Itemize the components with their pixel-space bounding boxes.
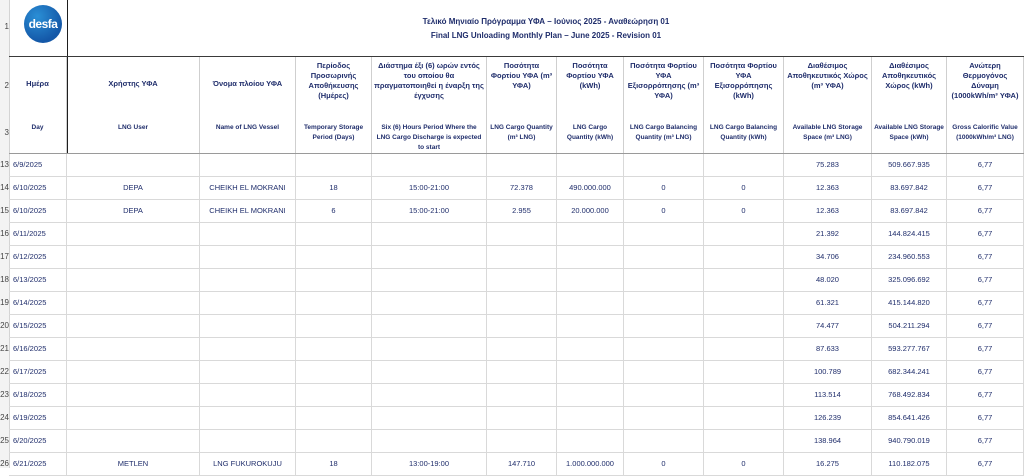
cell-vessel[interactable]: [200, 223, 296, 245]
cell-bal-kwh[interactable]: [704, 292, 784, 314]
table-row: [9, 200, 1024, 223]
column-header-greek: Διαθέσιμος Αποθηκευτικός Χώρος (kWh): [881, 61, 937, 90]
cell-bal-m3[interactable]: [624, 246, 704, 268]
column-header-bal-m3[interactable]: [624, 57, 704, 153]
cell-gcv[interactable]: 6,77: [947, 246, 1024, 268]
row-number[interactable]: 1: [4, 22, 9, 31]
cell-avail-kwh[interactable]: 509.667.935: [872, 154, 947, 176]
row-number[interactable]: 22: [0, 367, 9, 376]
cell-user[interactable]: [67, 407, 200, 429]
cell-storage-days[interactable]: [296, 384, 372, 406]
cell-vessel[interactable]: [200, 154, 296, 176]
column-header-greek: Διαθέσιμος Αποθηκευτικός Χώρος (m³ ΥΦΑ): [787, 61, 868, 90]
cell-vessel[interactable]: [200, 407, 296, 429]
column-header-avail-m3[interactable]: [784, 57, 872, 153]
cell-vessel[interactable]: [200, 338, 296, 360]
column-header-window[interactable]: [372, 57, 487, 153]
row-number[interactable]: 19: [0, 298, 9, 307]
cell-bal-m3[interactable]: [624, 384, 704, 406]
cell-avail-m3[interactable]: 12.363: [784, 200, 872, 222]
cell-user[interactable]: [67, 154, 200, 176]
column-header-greek: Όνομα πλοίου ΥΦΑ: [212, 79, 283, 88]
cell-avail-m3[interactable]: 48.020: [784, 269, 872, 291]
cell-day[interactable]: 6/20/2025: [9, 430, 67, 452]
cell-vessel[interactable]: [200, 430, 296, 452]
cell-bal-kwh[interactable]: [704, 315, 784, 337]
cell-avail-m3[interactable]: 126.239: [784, 407, 872, 429]
column-header-english: LNG Cargo Balancing Quantity (m³ LNG): [629, 124, 698, 141]
cell-day[interactable]: 6/16/2025: [9, 338, 67, 360]
row-number[interactable]: 23: [0, 390, 9, 399]
cell-bal-kwh[interactable]: [704, 430, 784, 452]
table-row: [9, 315, 1024, 338]
cell-vessel[interactable]: [200, 246, 296, 268]
cell-user[interactable]: [67, 430, 200, 452]
cell-avail-m3[interactable]: 138.964: [784, 430, 872, 452]
column-header-english: Available LNG Storage Space (kWh): [874, 124, 944, 141]
cell-gcv[interactable]: 6,77: [947, 200, 1024, 222]
cell-user[interactable]: [67, 269, 200, 291]
cell-qty-m3[interactable]: [487, 430, 557, 452]
table-row: [9, 384, 1024, 407]
cell-avail-kwh[interactable]: 144.824.415: [872, 223, 947, 245]
cell-day[interactable]: 6/14/2025: [9, 292, 67, 314]
row-number[interactable]: 26: [0, 459, 9, 468]
cell-avail-m3[interactable]: 75.283: [784, 154, 872, 176]
cell-bal-m3[interactable]: [624, 292, 704, 314]
cell-day[interactable]: 6/17/2025: [9, 361, 67, 383]
cell-gcv[interactable]: 6,77: [947, 177, 1024, 199]
cell-bal-m3[interactable]: [624, 315, 704, 337]
cell-avail-kwh[interactable]: 110.182.075: [872, 453, 947, 475]
table-row: [9, 269, 1024, 292]
cell-avail-m3[interactable]: 21.392: [784, 223, 872, 245]
cell-qty-kwh[interactable]: [557, 292, 624, 314]
cell-bal-kwh[interactable]: 0: [704, 453, 784, 475]
cell-qty-m3[interactable]: [487, 292, 557, 314]
cell-gcv[interactable]: 6,77: [947, 361, 1024, 383]
column-header-english: Six (6) Hours Period Where the LNG Cargo Discharge is expected to start: [376, 124, 482, 151]
cell-qty-kwh[interactable]: [557, 315, 624, 337]
cell-gcv[interactable]: 6,77: [947, 430, 1024, 452]
row-number[interactable]: 20: [0, 321, 9, 330]
table-row: [9, 223, 1024, 246]
cell-vessel[interactable]: CHEIKH EL MOKRANI: [200, 200, 296, 222]
cell-qty-kwh[interactable]: [557, 223, 624, 245]
table-row: [9, 154, 1024, 177]
cell-vessel[interactable]: [200, 315, 296, 337]
cell-window[interactable]: [372, 223, 487, 245]
column-header-day[interactable]: [9, 57, 67, 153]
row-number[interactable]: 15: [0, 206, 9, 215]
cell-day[interactable]: 6/11/2025: [9, 223, 67, 245]
cell-qty-m3[interactable]: [487, 315, 557, 337]
table-row: [9, 246, 1024, 269]
cell-window[interactable]: [372, 361, 487, 383]
cell-gcv[interactable]: 6,77: [947, 453, 1024, 475]
cell-user[interactable]: [67, 384, 200, 406]
row-number[interactable]: 13: [0, 160, 9, 169]
cell-user[interactable]: METLEN: [67, 453, 200, 475]
cell-qty-kwh[interactable]: [557, 269, 624, 291]
column-header-english: Name of LNG Vessel: [215, 124, 280, 131]
title-greek: Τελικό Μηνιαίο Πρόγραμμα ΥΦΑ – Ιούνιος 2025 - Αναθεώρηση 01: [422, 17, 670, 26]
column-header-english: Temporary Storage Period (Days): [303, 124, 364, 141]
cell-window[interactable]: [372, 315, 487, 337]
cell-day[interactable]: 6/12/2025: [9, 246, 67, 268]
cell-qty-kwh[interactable]: [557, 384, 624, 406]
cell-qty-m3[interactable]: [487, 246, 557, 268]
cell-day[interactable]: 6/9/2025: [9, 154, 67, 176]
cell-storage-days[interactable]: 6: [296, 200, 372, 222]
column-header-english: LNG Cargo Quantity (kWh): [566, 124, 614, 141]
column-header-english: LNG Cargo Quantity (m³ LNG): [490, 124, 553, 141]
cell-day[interactable]: 6/10/2025: [9, 177, 67, 199]
cell-vessel[interactable]: [200, 269, 296, 291]
desfa-logo: desfa: [24, 5, 62, 43]
cell-window[interactable]: 15:00-21:00: [372, 200, 487, 222]
cell-gcv[interactable]: 6,77: [947, 292, 1024, 314]
cell-user[interactable]: [67, 292, 200, 314]
cell-avail-m3[interactable]: 12.363: [784, 177, 872, 199]
cell-bal-kwh[interactable]: 0: [704, 200, 784, 222]
cell-storage-days[interactable]: [296, 338, 372, 360]
cell-qty-kwh[interactable]: [557, 246, 624, 268]
cell-qty-kwh[interactable]: 1.000.000.000: [557, 453, 624, 475]
row-number[interactable]: 21: [0, 344, 9, 353]
column-header-greek: Ποσότητα Φορτίου ΥΦΑ Εξισορρόπησης (kWh): [710, 61, 777, 100]
cell-qty-m3[interactable]: [487, 338, 557, 360]
cell-qty-kwh[interactable]: [557, 430, 624, 452]
cell-user[interactable]: [67, 315, 200, 337]
cell-qty-kwh[interactable]: [557, 407, 624, 429]
cell-bal-kwh[interactable]: [704, 338, 784, 360]
cell-day[interactable]: 6/15/2025: [9, 315, 67, 337]
cell-day[interactable]: 6/19/2025: [9, 407, 67, 429]
cell-avail-m3[interactable]: 74.477: [784, 315, 872, 337]
cell-qty-kwh[interactable]: 490.000.000: [557, 177, 624, 199]
column-header-greek: Ημέρα: [26, 79, 49, 88]
cell-qty-kwh[interactable]: [557, 338, 624, 360]
cell-avail-m3[interactable]: 61.321: [784, 292, 872, 314]
cell-bal-m3[interactable]: 0: [624, 200, 704, 222]
cell-gcv[interactable]: 6,77: [947, 315, 1024, 337]
column-header-greek: Χρήστης ΥΦΑ: [108, 79, 158, 88]
row-number[interactable]: 14: [0, 183, 9, 192]
cell-day[interactable]: 6/13/2025: [9, 269, 67, 291]
cell-qty-kwh[interactable]: [557, 154, 624, 176]
cell-storage-days[interactable]: [296, 430, 372, 452]
cell-bal-m3[interactable]: [624, 154, 704, 176]
cell-window[interactable]: [372, 384, 487, 406]
cell-storage-days[interactable]: [296, 246, 372, 268]
cell-bal-m3[interactable]: 0: [624, 177, 704, 199]
table-row: [9, 338, 1024, 361]
cell-vessel[interactable]: [200, 292, 296, 314]
column-header-greek: Ποσότητα Φορτίου ΥΦΑ (m³ ΥΦΑ): [490, 61, 553, 90]
cell-avail-kwh[interactable]: 682.344.241: [872, 361, 947, 383]
cell-bal-kwh[interactable]: [704, 361, 784, 383]
cell-avail-kwh[interactable]: 768.492.834: [872, 384, 947, 406]
column-header-greek: Διάστημα έξι (6) ωρών εντός του οποίου θα πραγματοποιηθεί η έναρξη της έγχυσης: [374, 61, 484, 100]
cell-qty-m3[interactable]: 72.378: [487, 177, 557, 199]
cell-avail-kwh[interactable]: 83.697.842: [872, 200, 947, 222]
cell-avail-kwh[interactable]: 234.960.553: [872, 246, 947, 268]
column-header-greek: Ποσότητα Φορτίου ΥΦΑ Εξισορρόπησης (m³ ΥΦΑ): [627, 61, 700, 100]
cell-qty-m3[interactable]: [487, 407, 557, 429]
cell-avail-m3[interactable]: 87.633: [784, 338, 872, 360]
table-row: [9, 361, 1024, 384]
cell-user[interactable]: DEPA: [67, 177, 200, 199]
cell-user[interactable]: DEPA: [67, 200, 200, 222]
cell-avail-kwh[interactable]: 325.096.692: [872, 269, 947, 291]
table-row: [9, 407, 1024, 430]
row-number[interactable]: 25: [0, 436, 9, 445]
row-number[interactable]: 17: [0, 252, 9, 261]
cell-window[interactable]: [372, 430, 487, 452]
table-row: [9, 453, 1024, 476]
column-header-bal-kwh[interactable]: [704, 57, 784, 153]
cell-bal-kwh[interactable]: [704, 154, 784, 176]
column-header-avail-kwh[interactable]: [872, 57, 947, 153]
column-header-english: Available LNG Storage Space (m³ LNG): [792, 124, 863, 141]
row-number[interactable]: 2: [4, 81, 9, 90]
cell-qty-m3[interactable]: [487, 361, 557, 383]
cell-qty-kwh[interactable]: 20.000.000: [557, 200, 624, 222]
table-row: [9, 430, 1024, 453]
cell-qty-m3[interactable]: [487, 384, 557, 406]
column-header-english: Gross Calorific Value (1000kWh/m³ LNG): [952, 124, 1018, 141]
row-number[interactable]: 18: [0, 275, 9, 284]
cell-avail-m3[interactable]: 100.789: [784, 361, 872, 383]
row-number[interactable]: 3: [4, 128, 9, 137]
cell-window[interactable]: [372, 407, 487, 429]
cell-window[interactable]: 13:00-19:00: [372, 453, 487, 475]
cell-user[interactable]: [67, 361, 200, 383]
column-header-qty-m3[interactable]: [487, 57, 557, 153]
cell-vessel[interactable]: LNG FUKUROKUJU: [200, 453, 296, 475]
cell-bal-kwh[interactable]: [704, 407, 784, 429]
cell-bal-m3[interactable]: [624, 223, 704, 245]
column-header-greek: Ποσότητα Φορτίου ΥΦΑ (kWh): [566, 61, 614, 90]
cell-gcv[interactable]: 6,77: [947, 223, 1024, 245]
cell-bal-m3[interactable]: [624, 269, 704, 291]
column-header-english: LNG User: [118, 124, 148, 131]
column-header-english: Day: [31, 124, 44, 131]
cell-bal-m3[interactable]: [624, 361, 704, 383]
cell-qty-kwh[interactable]: [557, 361, 624, 383]
column-header-english: LNG Cargo Balancing Quantity (kWh): [709, 124, 778, 141]
cell-gcv[interactable]: 6,77: [947, 407, 1024, 429]
cell-window[interactable]: [372, 292, 487, 314]
row-number[interactable]: 24: [0, 413, 9, 422]
cell-storage-days[interactable]: [296, 154, 372, 176]
cell-storage-days[interactable]: [296, 407, 372, 429]
column-header-greek: Ανώτερη Θερμογόνος Δύναμη (1000kWh/m³ ΥΦΑ): [951, 61, 1019, 100]
cell-vessel[interactable]: [200, 361, 296, 383]
cell-storage-days[interactable]: 18: [296, 177, 372, 199]
cell-qty-m3[interactable]: [487, 223, 557, 245]
cell-bal-kwh[interactable]: [704, 223, 784, 245]
cell-gcv[interactable]: 6,77: [947, 338, 1024, 360]
cell-bal-m3[interactable]: [624, 407, 704, 429]
column-header-qty-kwh[interactable]: [557, 57, 624, 153]
cell-vessel[interactable]: CHEIKH EL MOKRANI: [200, 177, 296, 199]
cell-bal-kwh[interactable]: [704, 384, 784, 406]
cell-bal-kwh[interactable]: [704, 269, 784, 291]
cell-avail-m3[interactable]: 34.706: [784, 246, 872, 268]
cell-storage-days[interactable]: [296, 292, 372, 314]
cell-window[interactable]: [372, 154, 487, 176]
cell-window[interactable]: [372, 338, 487, 360]
cell-avail-m3[interactable]: 16.275: [784, 453, 872, 475]
row-number[interactable]: 16: [0, 229, 9, 238]
column-header-user[interactable]: [67, 57, 200, 153]
cell-qty-m3[interactable]: [487, 154, 557, 176]
cell-vessel[interactable]: [200, 384, 296, 406]
cell-qty-m3[interactable]: 147.710: [487, 453, 557, 475]
cell-avail-m3[interactable]: 113.514: [784, 384, 872, 406]
cell-storage-days[interactable]: [296, 269, 372, 291]
cell-qty-m3[interactable]: 2.955: [487, 200, 557, 222]
title-english: Final LNG Unloading Monthly Plan – June 2025 - Revision 01: [430, 31, 662, 40]
cell-gcv[interactable]: 6,77: [947, 154, 1024, 176]
cell-avail-kwh[interactable]: 415.144.820: [872, 292, 947, 314]
cell-storage-days[interactable]: [296, 361, 372, 383]
column-header-vessel[interactable]: [200, 57, 296, 153]
cell-gcv[interactable]: 6,77: [947, 384, 1024, 406]
column-header-storage-days[interactable]: [296, 57, 372, 153]
cell-storage-days[interactable]: [296, 315, 372, 337]
cell-storage-days[interactable]: [296, 223, 372, 245]
cell-bal-kwh[interactable]: [704, 246, 784, 268]
cell-bal-m3[interactable]: [624, 430, 704, 452]
cell-user[interactable]: [67, 246, 200, 268]
cell-window[interactable]: [372, 269, 487, 291]
cell-day[interactable]: 6/18/2025: [9, 384, 67, 406]
cell-day[interactable]: 6/21/2025: [9, 453, 67, 475]
cell-avail-kwh[interactable]: 940.790.019: [872, 430, 947, 452]
cell-window[interactable]: [372, 246, 487, 268]
cell-user[interactable]: [67, 338, 200, 360]
cell-bal-m3[interactable]: 0: [624, 453, 704, 475]
column-header-gcv[interactable]: [947, 57, 1024, 153]
cell-storage-days[interactable]: 18: [296, 453, 372, 475]
cell-qty-m3[interactable]: [487, 269, 557, 291]
cell-user[interactable]: [67, 223, 200, 245]
cell-avail-kwh[interactable]: 83.697.842: [872, 177, 947, 199]
cell-bal-kwh[interactable]: 0: [704, 177, 784, 199]
cell-avail-kwh[interactable]: 504.211.294: [872, 315, 947, 337]
cell-day[interactable]: 6/10/2025: [9, 200, 67, 222]
cell-gcv[interactable]: 6,77: [947, 269, 1024, 291]
table-row: [9, 177, 1024, 200]
cell-avail-kwh[interactable]: 593.277.767: [872, 338, 947, 360]
cell-avail-kwh[interactable]: 854.641.426: [872, 407, 947, 429]
column-header-greek: Περίοδος Προσωρινής Αποθήκευσης (Ημέρες): [308, 61, 359, 100]
cell-window[interactable]: 15:00-21:00: [372, 177, 487, 199]
cell-bal-m3[interactable]: [624, 338, 704, 360]
table-row: [9, 292, 1024, 315]
